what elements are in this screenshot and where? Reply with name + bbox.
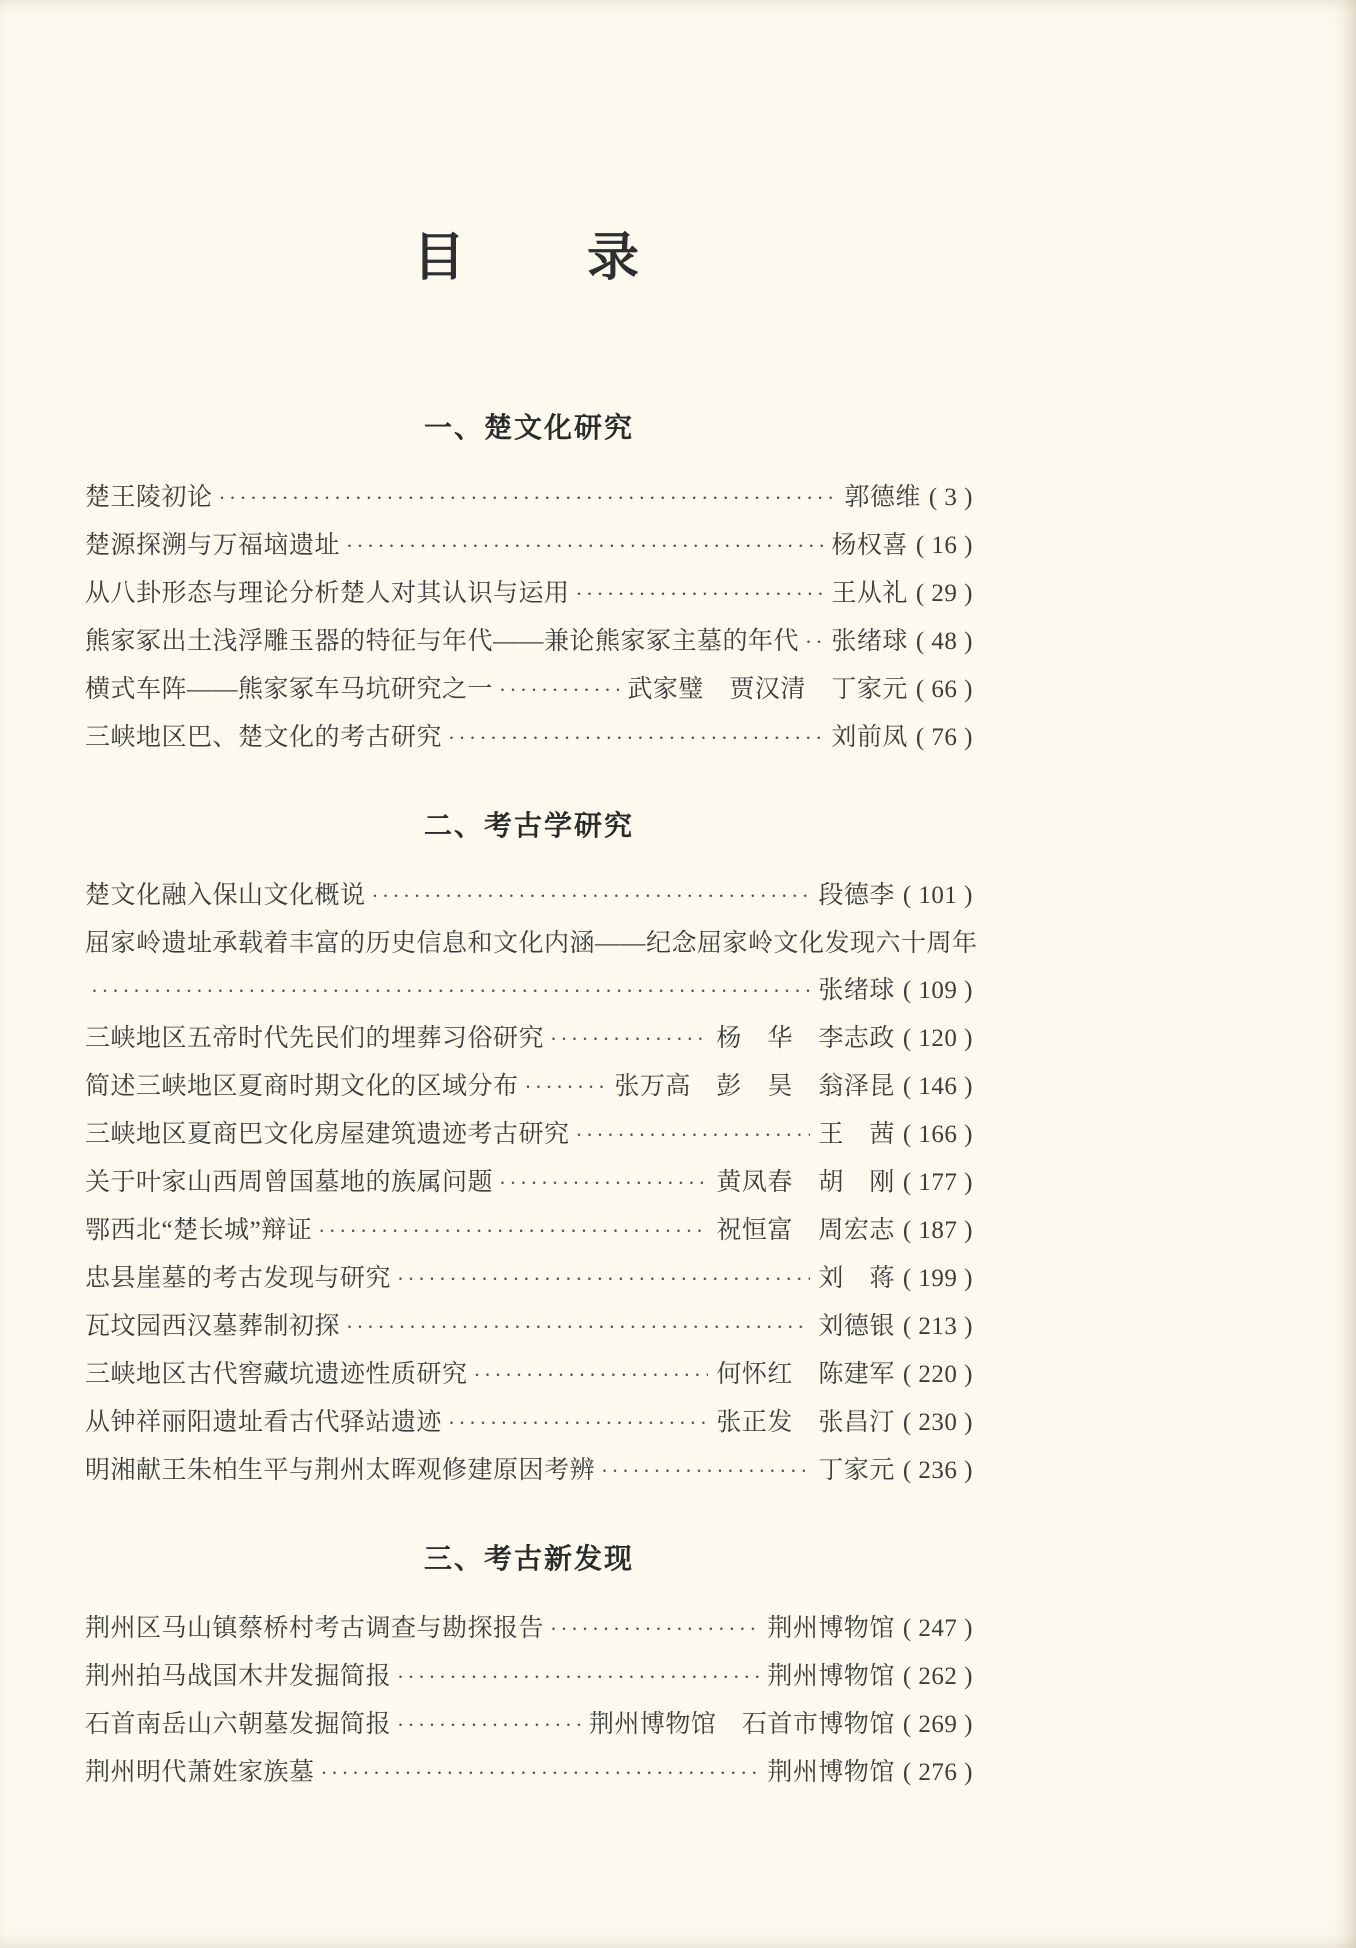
entry-title: 楚文化融入保山文化概说: [85, 882, 366, 909]
entry-title: 荆州明代萧姓家族墓: [85, 1759, 315, 1786]
toc-entry-row: [85, 474, 973, 522]
toc-entry-row: [85, 1351, 973, 1399]
toc-entry-row: [85, 1159, 973, 1207]
toc-section: [85, 804, 978, 1495]
entry-page: ( 120 ): [902, 1025, 973, 1052]
entry-page: ( 220 ): [902, 1361, 973, 1388]
entry-page: ( 187 ): [902, 1217, 973, 1244]
entry-authors: 张绪球: [831, 628, 908, 655]
leader-dots: [346, 522, 823, 570]
leader-dots: [550, 1605, 759, 1653]
entry-title: 从钟祥丽阳遗址看古代驿站遗迹: [85, 1409, 443, 1436]
toc-entry-row: [85, 714, 973, 762]
toc-entry-row: [85, 1015, 973, 1063]
leader-dots: [499, 1159, 708, 1207]
entry-page: ( 101 ): [902, 882, 973, 909]
leader-dots: [346, 1303, 810, 1351]
toc-entry-row: [85, 1063, 973, 1111]
leader-dots: [318, 1207, 708, 1255]
leader-dots: [601, 1447, 810, 1495]
entry-title: 荆州区马山镇蔡桥村考古调查与勘探报告: [85, 1615, 545, 1642]
leader-dots: [397, 1701, 581, 1749]
toc-entry-row: [85, 920, 978, 967]
section-entries: [85, 1605, 973, 1797]
entry-page: ( 66 ): [915, 676, 973, 703]
leader-dots: [499, 666, 619, 714]
page-title: 目 录: [412, 230, 645, 287]
entry-authors: 祝恒富 周宏志: [716, 1217, 895, 1244]
entry-authors: 张正发 张昌汀: [716, 1409, 895, 1436]
entry-page: ( 276 ): [902, 1759, 973, 1786]
toc-entry-row: [85, 1447, 973, 1495]
entry-page: ( 269 ): [902, 1711, 973, 1738]
toc-entry-row: [85, 872, 973, 920]
leader-dots: [397, 1255, 810, 1303]
leader-dots: [448, 1399, 708, 1447]
toc-sections: [85, 406, 978, 1797]
entry-authors: 武家璧 贾汉清 丁家元: [627, 676, 908, 703]
entry-authors: 刘德银: [818, 1313, 895, 1340]
toc-entry-row: [85, 1111, 973, 1159]
entry-title: 三峡地区夏商巴文化房屋建筑遗迹考古研究: [85, 1121, 570, 1148]
leader-dots: [219, 474, 837, 522]
toc-entry-row: [85, 618, 973, 666]
leader-dots: [321, 1749, 760, 1797]
entry-page: ( 177 ): [902, 1169, 973, 1196]
entry-authors: 荆州博物馆: [767, 1759, 895, 1786]
leader-dots: [448, 714, 823, 762]
toc-entry-row: [85, 1207, 973, 1255]
leader-dots: [372, 872, 811, 920]
toc-entry-row: [85, 1701, 973, 1749]
entry-authors: 郭德维: [844, 484, 921, 511]
leader-dots: [576, 1111, 811, 1159]
entry-title: 楚王陵初论: [85, 484, 213, 511]
entry-title: 横式车阵——熊家冢车马坑研究之一: [85, 676, 494, 703]
entry-title: 鄂西北“楚长城”辩证: [85, 1217, 313, 1244]
leader-dots: [550, 1015, 708, 1063]
entry-page: ( 166 ): [902, 1121, 973, 1148]
entry-title: 关于叶家山西周曾国墓地的族属问题: [85, 1169, 494, 1196]
entry-page: ( 213 ): [902, 1313, 973, 1340]
leader-dots: [805, 618, 823, 666]
entry-page: ( 3 ): [928, 484, 973, 511]
toc-entry-row: [85, 967, 973, 1015]
entry-page: ( 48 ): [915, 628, 973, 655]
entry-title: 屈家岭遗址承载着丰富的历史信息和文化内涵——纪念屈家岭文化发现六十周年: [85, 930, 978, 957]
entry-title: 三峡地区古代窖藏坑遗迹性质研究: [85, 1361, 468, 1388]
entry-title: 楚源探溯与万福垴遗址: [85, 532, 341, 559]
leader-dots: [474, 1351, 709, 1399]
toc-entry-row: [85, 1605, 973, 1653]
entry-authors: 张万高 彭 昊 翁泽昆: [614, 1073, 895, 1100]
entry-authors: 荆州博物馆: [767, 1615, 895, 1642]
entry-authors: 丁家元: [818, 1457, 895, 1484]
entry-authors: 何怀红 陈建军: [716, 1361, 895, 1388]
entry-page: ( 230 ): [902, 1409, 973, 1436]
entry-title: 三峡地区巴、楚文化的考古研究: [85, 724, 443, 751]
toc-entry-row: [85, 1399, 973, 1447]
entry-authors: 杨权喜: [831, 532, 908, 559]
toc-entry-row: [85, 522, 973, 570]
entry-title: 瓦坟园西汉墓葬制初探: [85, 1313, 341, 1340]
entry-authors: 王 茜: [818, 1121, 895, 1148]
entry-title: 从八卦形态与理论分析楚人对其认识与运用: [85, 580, 570, 607]
entry-page: ( 199 ): [902, 1265, 973, 1292]
toc-entry-row: [85, 1255, 973, 1303]
entry-page: ( 109 ): [902, 977, 973, 1004]
toc-entry-row: [85, 666, 973, 714]
leader-dots: [576, 570, 824, 618]
entry-page: ( 146 ): [902, 1073, 973, 1100]
toc-entry-row: [85, 1303, 973, 1351]
entry-authors: 段德李: [818, 882, 895, 909]
toc-entry-row: [85, 570, 973, 618]
toc-section: [85, 1537, 973, 1797]
entry-page: ( 29 ): [915, 580, 973, 607]
toc-entry-row: [85, 1653, 973, 1701]
section-entries: [85, 872, 978, 1495]
section-heading: 二、考古学研究: [423, 810, 634, 841]
entry-title: 明湘献王朱柏生平与荆州太晖观修建原因考辨: [85, 1457, 596, 1484]
entry-authors: 黄凤春 胡 刚: [716, 1169, 895, 1196]
entry-page: ( 247 ): [902, 1615, 973, 1642]
section-heading: 一、楚文化研究: [423, 412, 634, 443]
entry-authors: 杨 华 李志政: [716, 1025, 895, 1052]
entry-authors: 荆州博物馆 石首市博物馆: [588, 1711, 895, 1738]
toc-entry-row: [85, 1749, 973, 1797]
entry-title: 简述三峡地区夏商时期文化的区域分布: [85, 1073, 519, 1100]
entry-title: 三峡地区五帝时代先民们的埋葬习俗研究: [85, 1025, 545, 1052]
toc-section: [85, 406, 973, 762]
leader-dots: [397, 1653, 759, 1701]
section-heading: 三、考古新发现: [423, 1543, 634, 1574]
section-entries: [85, 474, 973, 762]
leader-dots: [91, 967, 810, 1015]
entry-page: ( 236 ): [902, 1457, 973, 1484]
entry-authors: 刘前凤: [831, 724, 908, 751]
entry-authors: 王从礼: [831, 580, 908, 607]
entry-authors: 荆州博物馆: [767, 1663, 895, 1690]
entry-title: 石首南岳山六朝墓发掘简报: [85, 1711, 392, 1738]
entry-page: ( 16 ): [915, 532, 973, 559]
leader-dots: [525, 1063, 607, 1111]
entry-authors: 刘 蒋: [818, 1265, 895, 1292]
entry-page: ( 76 ): [915, 724, 973, 751]
entry-title: 荆州拍马战国木井发掘简报: [85, 1663, 392, 1690]
entry-page: ( 262 ): [902, 1663, 973, 1690]
entry-title: 忠县崖墓的考古发现与研究: [85, 1265, 392, 1292]
entry-title: 熊家冢出土浅浮雕玉器的特征与年代——兼论熊家冢主墓的年代: [85, 628, 800, 655]
entry-authors: 张绪球: [818, 977, 895, 1004]
